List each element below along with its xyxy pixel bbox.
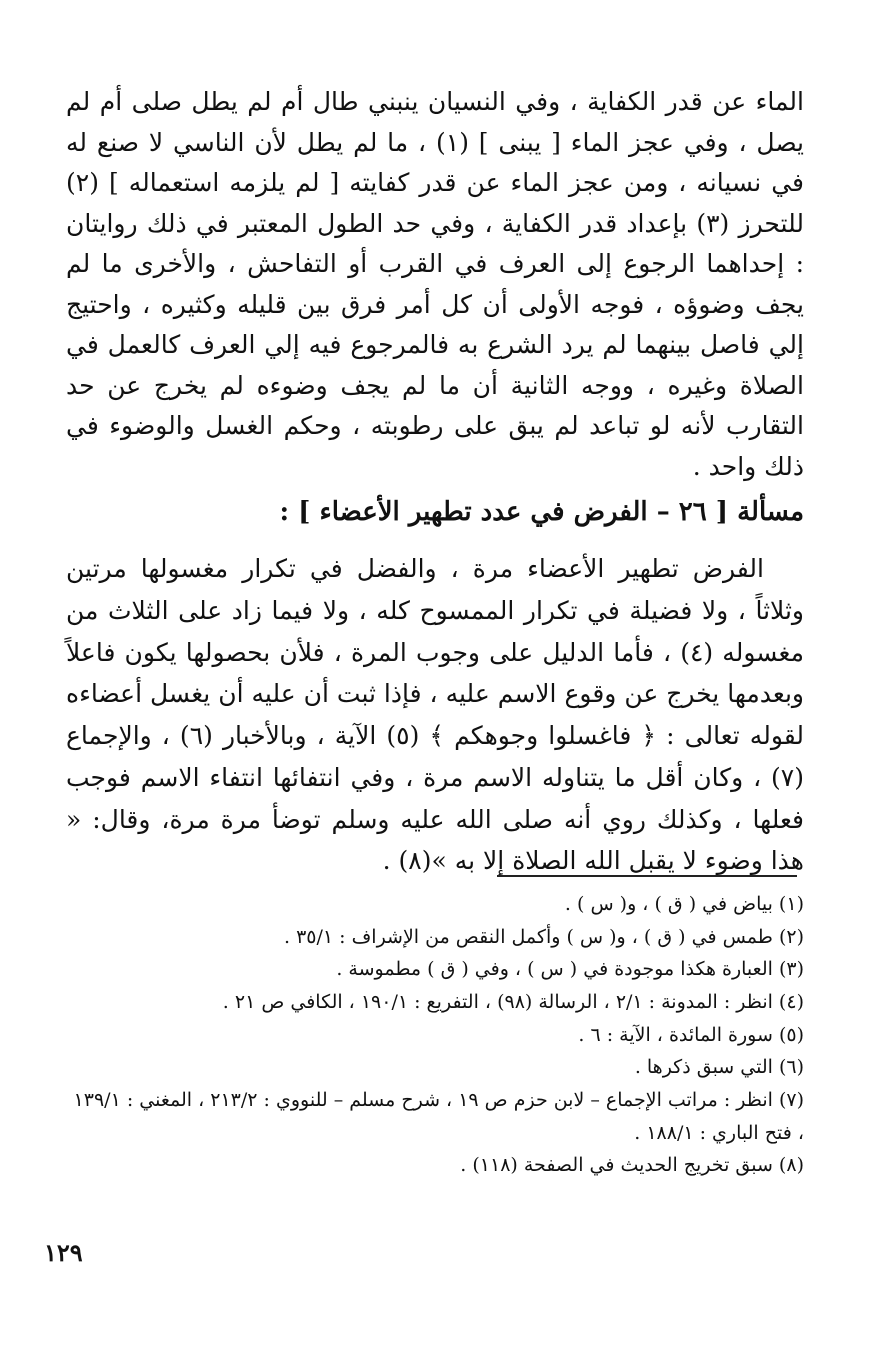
paragraph-1: الماء عن قدر الكفاية ، وفي النسيان ينبني طال أم لم يطل صلى أم لم يصل ، وفي عجز الماء [ يبنى ] (١) ، ما لم يطل لأن الناسي لا صنع له في نسيانه ، ومن عجز الماء عن قدر كفايته [ لم يلزمه استعماله ] (٢) للتحرز (٣) بإعداد قدر الكفاية ، وفي حد الطول المعتبر في ذلك روايتان : إحداهما الرجوع إلى العرف في القرب أو التفاحش ، والأخرى ما لم يجف وضوؤه ، فوجه الأولى أن كل أمر فرق بين قليله وكثيره ، واحتيج إلي فاصل بينهما لم يرد الشرع به فالمرجوع فيه إلي العرف كالعمل في الصلاة وغيره ، ووجه الثانية أن ما لم يجف وضوءه لم يخرج عن حد التقارب لأنه لو تباعد لم يبق على رطوبته ، وحكم الغسل والوضوء في ذلك واحد . (66, 87, 804, 481)
footnote-item: (٦) التي سبق ذكرها . (634, 1056, 804, 1079)
body-text-section-2 (66, 548, 804, 882)
footnote-item: (٥) سورة المائدة ، الآية : ٦ . (578, 1023, 804, 1046)
footnote-item: (٨) سبق تخريج الحديث في الصفحة (١١٨) . (460, 1154, 804, 1177)
section-heading: مسألة [ ٢٦ – الفرض في عدد تطهير الأعضاء ] : (279, 497, 804, 527)
footnotes-list (66, 888, 804, 1182)
footnote-item: (١) بياض في ( ق ) ، و( س ) . (564, 893, 804, 915)
page-number: ١٢٩ (44, 1238, 83, 1267)
footnote-separator (497, 875, 797, 877)
paragraph-2: الفرض تطهير الأعضاء مرة ، والفضل في تكرار مغسولها مرتين وثلاثاً ، ولا فضيلة في تكرار الممسوح كله ، ولا فيما زاد على الثلاث من مغسوله (٤) ، فأما الدليل على وجوب المرة ، فلأن بحصولها يكون فاعلاً وبعدمها يخرج عن وقوع الاسم عليه ، فإذا ثبت أن عليه أن يغسل أعضاءه لقوله تعالى : ﴿ فاغسلوا وجوهكم ﴾ (٥) الآية ، وبالأخبار (٦) ، والإجماع (٧) ، وكان أقل ما يتناوله الاسم مرة ، وفي انتفائها انتفاء الاسم فوجب فعلها ، وكذلك روي أنه صلى الله عليه وسلم توضأ مرة مرة، وقال: « هذا وضوء لا يقبل الله الصلاة إلا به »(٨) . (66, 554, 805, 876)
body-text-section-1 (66, 82, 804, 487)
footnote-item: (٣) العبارة هكذا موجودة في ( س ) ، وفي ( ق ) مطموسة . (336, 958, 804, 981)
footnote-item: (٤) انظر : المدونة : ٢/١ ، الرسالة (٩٨) ، التفريع : ١٩٠/١ ، الكافي ص ٢١ . (222, 991, 804, 1014)
footnote-item: (٢) طمس في ( ق ) ، و( س ) وأكمل النقص من الإشراف : ٣٥/١ . (283, 925, 804, 948)
footnote-item: (٧) انظر : مراتب الإجماع – لابن حزم ص ١٩ ، شرح مسلم – للنووي : ٢١٣/٢ ، المغني : ١٣٩/١ ، فتح الباري : ١٨٨/١ . (73, 1089, 804, 1144)
